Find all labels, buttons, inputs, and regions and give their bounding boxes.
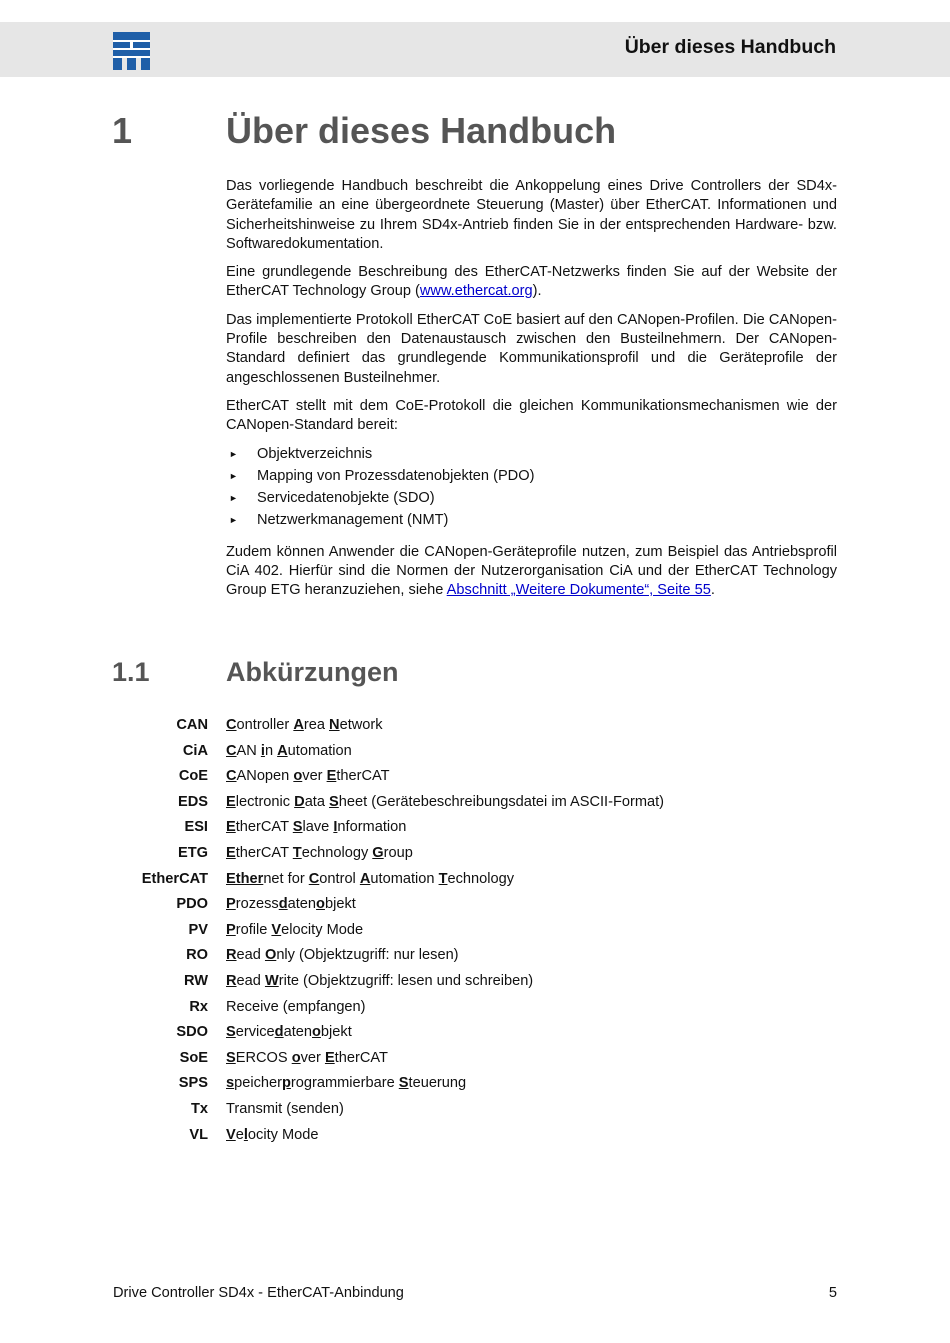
- abbreviation-row: [100, 818, 840, 844]
- abbreviation-list: [100, 716, 840, 1151]
- abbreviation-row: [100, 946, 840, 972]
- header-title: Über dieses Handbuch: [624, 36, 836, 58]
- abbreviation-term: PV: [188, 921, 208, 938]
- abbreviation-definition: Read Only (Objektzugriff: nur lesen): [226, 947, 459, 964]
- abbreviation-term: RW: [183, 972, 208, 989]
- page-number: 5: [828, 1285, 837, 1301]
- subsection-number: 1.1: [112, 657, 150, 687]
- abbreviation-definition: CANopen over EtherCAT: [226, 768, 390, 785]
- abbreviation-term: ETG: [178, 844, 208, 861]
- paragraph-mechanisms: EtherCAT stellt mit dem CoE-Protokoll die gleichen Kommunikationsmechanismen wie der CANopen-Standard bereit:: [226, 397, 837, 434]
- list-item: ► Netzwerkmanagement (NMT): [229, 512, 449, 529]
- abbreviation-term: SDO: [176, 1024, 208, 1041]
- abbreviation-definition: speicherprogrammierbare Steuerung: [226, 1075, 467, 1092]
- abbreviation-row: [100, 767, 840, 793]
- bullet-arrow-icon: ►: [229, 470, 238, 481]
- abbreviation-row: [100, 844, 840, 870]
- abbreviation-row: [100, 1126, 840, 1152]
- abbreviation-row: [100, 998, 840, 1024]
- abbreviation-definition: Receive (empfangen): [226, 998, 366, 1015]
- abbreviation-row: [100, 870, 840, 896]
- abbreviation-term: EDS: [177, 793, 208, 810]
- abbreviation-row: [100, 921, 840, 947]
- paragraph-protocol: Das implementierte Protokoll EtherCAT CoE basiert auf den CANopen-Profilen. Die CANopen-Profile beschreiben den Datenaustausch zwischen den Busteilnehmern. Der CANopen-Standard definiert das grundlegende Kommunikationsprofil und die Geräteprofile der angeschlossenen Busteilnehmer.: [226, 311, 837, 386]
- abbreviation-definition: Profile Velocity Mode: [226, 921, 364, 938]
- abbreviation-term: EtherCAT: [141, 870, 208, 887]
- abbreviation-definition: Controller Area Network: [226, 717, 383, 733]
- abbreviation-term: PDO: [176, 896, 208, 913]
- abbreviation-row: [100, 972, 840, 998]
- bullet-arrow-icon: ►: [229, 493, 238, 504]
- abbreviation-term: SPS: [178, 1075, 208, 1092]
- abbreviation-definition: Servicedatenobjekt: [226, 1024, 352, 1041]
- abbreviation-term: VL: [189, 1126, 208, 1143]
- abbreviation-term: ESI: [184, 819, 208, 836]
- abbreviation-row: [100, 716, 840, 742]
- paragraph-profiles: Zudem können Anwender die CANopen-Geräteprofile nutzen, zum Beispiel das Antriebsprofil CiA 402. Hierfür sind die Normen der Nutzerorganisation CiA und der EtherCAT Technology Group ETG heranzuziehen, siehe Abschnitt „Weitere Dokumente“, Seite 55.: [226, 543, 837, 599]
- abbreviation-row: [100, 793, 840, 819]
- ethercat-website-link[interactable]: www.ethercat.org: [419, 283, 533, 300]
- footer-document-title: Drive Controller SD4x - EtherCAT-Anbindung: [113, 1285, 404, 1301]
- bullet-arrow-icon: ►: [229, 448, 238, 459]
- list-item: ► Objektverzeichnis: [229, 445, 373, 462]
- abbreviation-row: [100, 742, 840, 768]
- abbreviation-row: [100, 1049, 840, 1075]
- paragraph-website: Eine grundlegende Beschreibung des EtherCAT-Netzwerks finden Sie auf der Website der EtherCAT Technology Group (www.ethercat.org).: [226, 264, 837, 300]
- abbreviation-definition: Ethernet for Control Automation Technology: [226, 870, 515, 887]
- abbreviation-term: Tx: [190, 1100, 208, 1117]
- bullet-arrow-icon: ►: [229, 515, 238, 526]
- list-item: ► Servicedatenobjekte (SDO): [229, 490, 435, 507]
- abbreviation-row: [100, 1023, 840, 1049]
- section-body: [226, 177, 837, 610]
- abbreviation-definition: Velocity Mode: [226, 1126, 319, 1143]
- mechanism-list: [226, 445, 837, 534]
- abbreviation-row: [100, 1100, 840, 1126]
- abbreviation-term: CAN: [176, 717, 208, 733]
- abbreviation-term: CiA: [182, 742, 208, 759]
- abbreviation-term: SoE: [179, 1049, 208, 1066]
- section-title: Über dieses Handbuch: [226, 110, 617, 151]
- paragraph-intro: Das vorliegende Handbuch beschreibt die Ankoppelung eines Drive Controllers der SD4x-Gerätefamilie an eine übergeordnete Steuerung (Master) über EtherCAT. Informationen und Sicherheitshinweise zu Ihrem SD4x-Antrieb finden Sie in der entsprechenden Hardware- bzw. Softwaredokumentation.: [226, 178, 837, 252]
- abbreviation-definition: EtherCAT Slave Information: [226, 819, 407, 836]
- abbreviation-term: Rx: [189, 998, 208, 1015]
- abbreviation-row: [100, 895, 840, 921]
- abbreviation-definition: Electronic Data Sheet (Gerätebeschreibungsdatei im ASCII-Format): [226, 793, 665, 810]
- abbreviation-definition: EtherCAT Technology Group: [226, 844, 413, 861]
- abbreviation-row: [100, 1074, 840, 1100]
- abbreviation-definition: SERCOS over EtherCAT: [226, 1049, 388, 1066]
- abbreviation-definition: Prozessdatenobjekt: [226, 896, 356, 913]
- abbreviation-definition: Read Write (Objektzugriff: lesen und schreiben): [226, 972, 534, 989]
- abbreviation-term: RO: [186, 947, 208, 964]
- list-item: ► Mapping von Prozessdatenobjekten (PDO): [229, 467, 535, 484]
- abbreviation-term: CoE: [178, 768, 208, 785]
- company-logo-icon: [113, 32, 150, 70]
- subsection-title: Abkürzungen: [226, 657, 399, 687]
- further-documents-link[interactable]: Abschnitt „Weitere Dokumente“, Seite 55: [446, 582, 711, 599]
- abbreviation-definition: Transmit (senden): [226, 1100, 344, 1117]
- abbreviation-definition: CAN in Automation: [226, 742, 352, 759]
- section-number: 1: [112, 110, 133, 151]
